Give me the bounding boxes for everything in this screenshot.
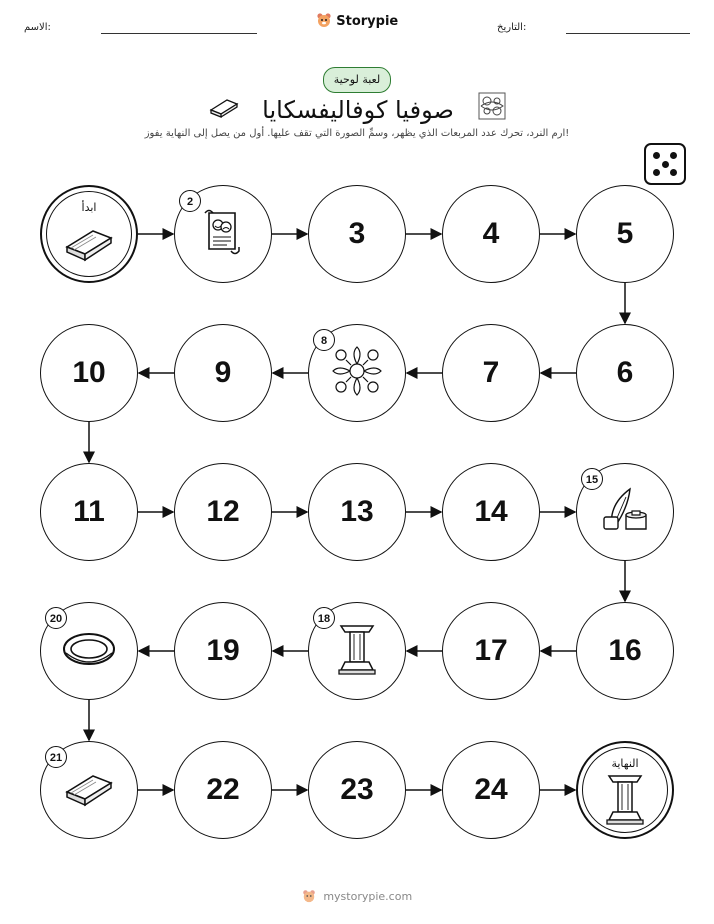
space-number-badge: 20	[45, 607, 67, 629]
board-space-3	[308, 185, 406, 283]
space-number: 3	[348, 217, 366, 250]
space-number: 14	[474, 495, 508, 528]
space-number: 13	[340, 495, 374, 528]
end-label: النهاية	[611, 757, 639, 770]
space-number: 6	[616, 356, 634, 389]
start-label: ابدأ	[81, 201, 97, 214]
space-number: 10	[72, 356, 106, 389]
board-space-6	[576, 324, 674, 422]
board-space-7	[442, 324, 540, 422]
brand-name: Storypie	[336, 14, 399, 29]
board-space-15	[576, 463, 674, 561]
space-number-badge: 21	[45, 746, 67, 768]
space-number: 22	[206, 773, 240, 806]
board-space-1	[40, 185, 138, 283]
board-space-13	[308, 463, 406, 561]
board-space-11	[40, 463, 138, 561]
board-space-9	[174, 324, 272, 422]
space-number: 24	[474, 773, 508, 806]
space-number-badge: 8	[313, 329, 335, 351]
floral-pattern-icon	[329, 343, 385, 403]
board-space-21	[40, 741, 138, 839]
pedestal-icon	[337, 622, 377, 680]
quill-inkwell-icon	[598, 485, 652, 539]
footer-url[interactable]: mystorypie.com	[323, 890, 413, 903]
name-label: الاسم:	[24, 22, 51, 33]
space-number: 4	[482, 217, 500, 250]
theater-scroll-icon	[201, 207, 245, 261]
space-number: 16	[608, 634, 642, 667]
footer-logo-icon	[302, 889, 316, 906]
space-number: 17	[474, 634, 508, 667]
space-number-badge: 18	[313, 607, 335, 629]
board-space-14	[442, 463, 540, 561]
ring-icon	[60, 627, 118, 675]
game-type-badge: لعبة لوحية	[323, 67, 391, 93]
space-number: 19	[206, 634, 240, 667]
board-space-25	[576, 741, 674, 839]
board-space-19	[174, 602, 272, 700]
board-space-22	[174, 741, 272, 839]
board-space-5	[576, 185, 674, 283]
board-space-10	[40, 324, 138, 422]
board-space-2	[174, 185, 272, 283]
board-space-8	[308, 324, 406, 422]
board-space-18	[308, 602, 406, 700]
board-space-12	[174, 463, 272, 561]
board-space-23	[308, 741, 406, 839]
space-number: 5	[616, 217, 634, 250]
space-number: 12	[206, 495, 240, 528]
board-space-24	[442, 741, 540, 839]
space-number: 9	[214, 356, 232, 389]
board-space-20	[40, 602, 138, 700]
date-label: التاريخ:	[497, 22, 527, 33]
board-space-16	[576, 602, 674, 700]
space-number-badge: 2	[179, 190, 201, 212]
book-icon	[63, 766, 115, 814]
space-number-badge: 15	[581, 468, 603, 490]
board-space-17	[442, 602, 540, 700]
space-number: 7	[482, 356, 500, 389]
space-number: 11	[73, 495, 105, 528]
footer	[0, 889, 714, 906]
instructions: ارم النرد، تحرك عدد المربعات الذي يظهر، وسمِّ الصورة التي تقف عليها. أول من يصل إلى النهاية يفوز!	[144, 128, 570, 139]
space-number: 23	[340, 773, 374, 806]
board-space-4	[442, 185, 540, 283]
page-title: صوفيا كوفاليفسكايا	[262, 96, 454, 124]
